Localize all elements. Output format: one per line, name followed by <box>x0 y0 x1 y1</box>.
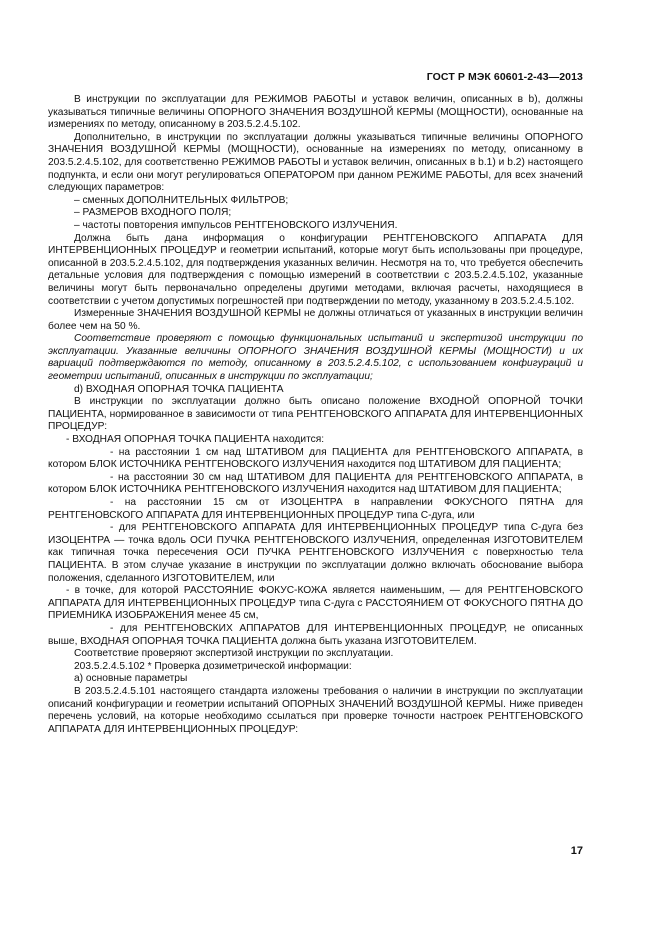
paragraph: Дополнительно, в инструкции по эксплуатации должны указываться типичные величины ОПОРНОГО ЗНАЧЕНИЯ ВОЗДУШНОЙ КЕРМЫ (МОЩНОСТИ), основанные на измерениях по методу, описанному в 203.5.2.4.5.102, для соответственно РЕЖИМОВ РАБОТЫ и уставок величин, описанных в b.1) и b.2) настоящего подпункта, и если они могут регулироваться ОПЕРАТОРОМ при данном РЕЖИМЕ РАБОТЫ, для всех значений следующих параметров: <box>48 131 583 194</box>
document-body <box>48 94 583 736</box>
list-item: – частоты повторения импульсов РЕНТГЕНОВСКОГО ИЗЛУЧЕНИЯ. <box>74 219 398 231</box>
list-item: – сменных ДОПОЛНИТЕЛЬНЫХ ФИЛЬТРОВ; <box>74 194 289 206</box>
paragraph: Должна быть дана информация о конфигурации РЕНТГЕНОВСКОГО АППАРАТА ДЛЯ ИНТЕРВЕНЦИОННЫХ ПРОЦЕДУР и геометрии испытаний, которые могут быть использованы при процедуре, описанной в 203.5.2.4.5.102, для подтверждения указанных величин. Несмотря на то, что требуется обеспечить детальные условия для подтверждения с помощью измерений в соответствии с 203.5.2.4.5.102, указанные величины могут быть первоначально определены другими методами, включая расчеты, находящиеся в соответствии с учетом допустимых погрешностей при подтверждении по методу, указанному в 203.5.2.4.5.102. <box>48 232 583 307</box>
paragraph: Измеренные ЗНАЧЕНИЯ ВОЗДУШНОЙ КЕРМЫ не должны отличаться от указанных в инструкции величин более чем на 50 %. <box>48 308 583 332</box>
list-item: - для РЕНТГЕНОВСКОГО АППАРАТА ДЛЯ ИНТЕРВЕНЦИОННЫХ ПРОЦЕДУР типа С-дуга без ИЗОЦЕНТРА — точка вдоль ОСИ ПУЧКА РЕНТГЕНОВСКОГО ИЗЛУЧЕНИЯ, определенная ИЗГОТОВИТЕЛЕМ как типичная точка пересечения ОСИ ПУЧКА РЕНТГЕНОВСКОГО ИЗЛУЧЕНИЯ с поверхностью тела ПАЦИЕНТА. В этом случае указание в инструкции по эксплуатации должно включать обоснование выбора положения, сделанного ИЗГОТОВИТЕЛЕМ, или <box>48 522 583 584</box>
clause-heading: 203.5.2.4.5.102 * Проверка дозиметрической информации: <box>74 660 352 672</box>
paragraph: В 203.5.2.4.5.101 настоящего стандарта изложены требования о наличии в инструкции по эксплуатации описаний конфигурации и геометрии испытаний ОПОРНЫХ ЗНАЧЕНИЙ ВОЗДУШНОЙ КЕРМЫ. Ниже приведен перечень условий, на которые необходимо ссылаться при проверке точности настроек РЕНТГЕНОВСКОГО АППАРАТА ДЛЯ ИНТЕРВЕНЦИОННЫХ ПРОЦЕДУР: <box>48 685 583 735</box>
list-item: - в точке, для которой РАССТОЯНИЕ ФОКУС-КОЖА является наименьшим, — для РЕНТГЕНОВСКОГО АППАРАТА ДЛЯ ИНТЕРВЕНЦИОННЫХ ПРОЦЕДУР типа С-дуга с РАССТОЯНИЕМ ОТ ФОКУСНОГО ПЯТНА ДО ПРИЕМНИКА ИЗОБРАЖЕНИЯ менее 45 см, <box>48 585 583 622</box>
paragraph: В инструкции по эксплуатации для РЕЖИМОВ РАБОТЫ и уставок величин, описанных в b), должны указываться типичные величины ОПОРНОГО ЗНАЧЕНИЯ ВОЗДУШНОЙ КЕРМЫ (МОЩНОСТИ), основанные на измерениях по методу, описанному в 203.5.2.4.5.102. <box>48 94 583 131</box>
list-item: - для РЕНТГЕНОВСКИХ АППАРАТОВ ДЛЯ ИНТЕРВЕНЦИОННЫХ ПРОЦЕДУР, не описанных выше, ВХОДНАЯ ОПОРНАЯ ТОЧКА ПАЦИЕНТА должна быть указана ИЗГОТОВИТЕЛЕМ. <box>48 622 583 647</box>
page-number: 17 <box>570 845 583 857</box>
list-item: - на расстоянии 1 см над ШТАТИВОМ для ПАЦИЕНТА для РЕНТГЕНОВСКОГО АППАРАТА, в котором БЛОК ИСТОЧНИКА РЕНТГЕНОВСКОГО ИЗЛУЧЕНИЯ находится под ШТАТИВОМ ДЛЯ ПАЦИЕНТА; <box>48 446 583 471</box>
list-item: - на расстоянии 15 см от ИЗОЦЕНТРА в направлении ФОКУСНОГО ПЯТНА для РЕНТГЕНОВСКОГО АППАРАТА ДЛЯ ИНТЕРВЕНЦИОННЫХ ПРОЦЕДУР типа С-дуга, или <box>48 497 583 521</box>
subheading: а) основные параметры <box>74 673 188 685</box>
list-item: - ВХОДНАЯ ОПОРНАЯ ТОЧКА ПАЦИЕНТА находится: <box>66 434 325 446</box>
paragraph: В инструкции по эксплуатации должно быть описано положение ВХОДНОЙ ОПОРНОЙ ТОЧКИ ПАЦИЕНТА, нормированное в зависимости от типа РЕНТГЕНОВСКОГО АППАРАТА ДЛЯ ИНТЕРВЕНЦИОННЫХ ПРОЦЕДУР: <box>48 396 583 433</box>
paragraph: Соответствие проверяют экспертизой инструкции по эксплуатации. <box>74 648 394 660</box>
subheading: d) ВХОДНАЯ ОПОРНАЯ ТОЧКА ПАЦИЕНТА <box>74 383 284 395</box>
list-item: - на расстоянии 30 см над ШТАТИВОМ ДЛЯ ПАЦИЕНТА для РЕНТГЕНОВСКОГО АППАРАТА, в котором БЛОК ИСТОЧНИКА РЕНТГЕНОВСКОГО ИЗЛУЧЕНИЯ находится над ШТАТИВОМ ДЛЯ ПАЦИЕНТА; <box>48 471 583 496</box>
list-item: – РАЗМЕРОВ ВХОДНОГО ПОЛЯ; <box>74 207 232 219</box>
document-id-header: ГОСТ Р МЭК 60601-2-43—2013 <box>426 71 583 83</box>
compliance-note: Соответствие проверяют с помощью функциональных испытаний и экспертизой инструкции по эксплуатации. Указанные величины ОПОРНОГО ЗНАЧЕНИЯ ВОЗДУШНОЙ КЕРМЫ (МОЩНОСТИ) и их вариаций подтверждаются по методу, описанному в 203.5.2.4.5.102, с использованием конфигураций и геометрии испытаний, описанных в инструкции по эксплуатации; <box>48 333 583 383</box>
